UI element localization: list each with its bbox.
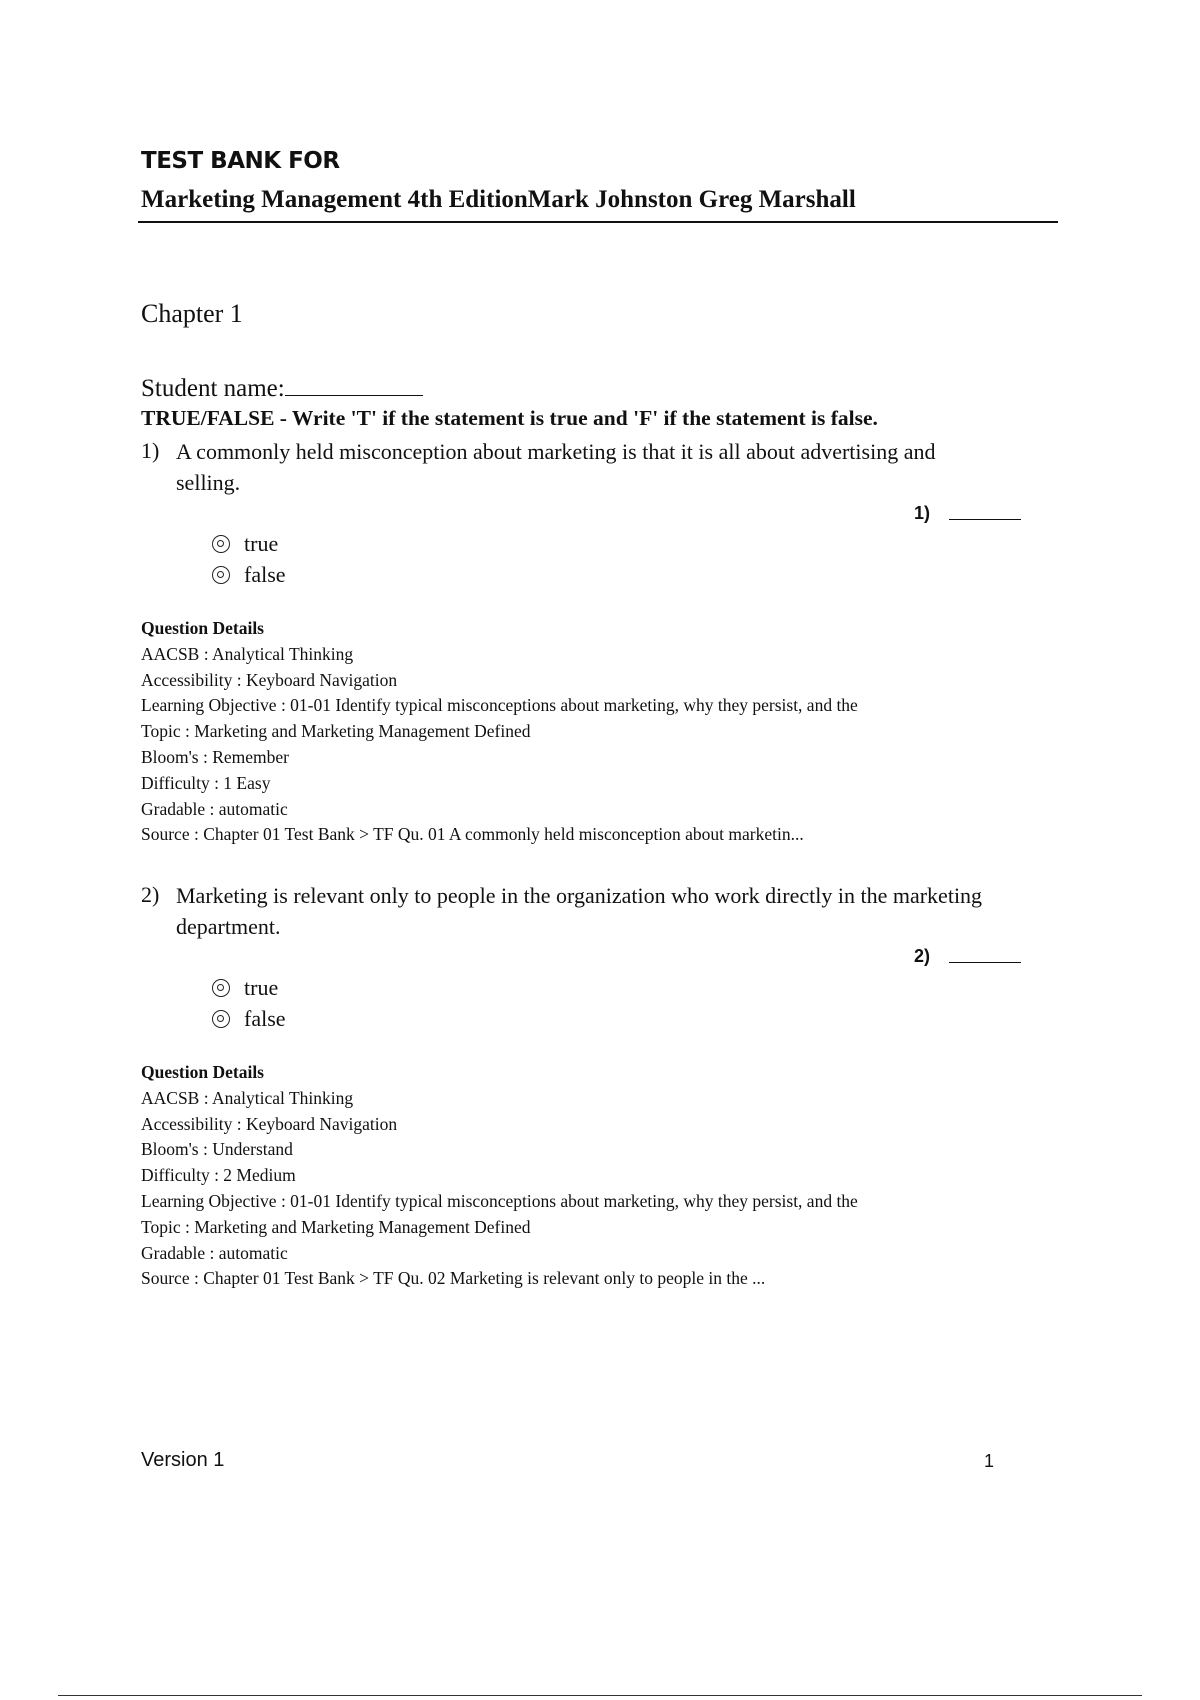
option-label: true <box>244 975 279 1000</box>
answer-blank[interactable] <box>949 962 1021 963</box>
answer-slot-label: 1) <box>914 503 931 523</box>
details-line: Difficulty : 1 Easy <box>141 772 271 793</box>
header-kicker: TEST BANK FOR <box>141 148 340 174</box>
question-number: 1) <box>141 438 160 463</box>
question-number: 2) <box>141 882 160 907</box>
question-text-line: department. <box>176 914 281 939</box>
details-line: Learning Objective : 01-01 Identify typical misconceptions about marketing, why they persist, and the <box>141 695 858 716</box>
page-bottom-divider <box>58 1695 1142 1696</box>
details-line: Learning Objective : 01-01 Identify typical misconceptions about marketing, why they persist, and the <box>141 1190 858 1211</box>
details-line: AACSB : Analytical Thinking <box>141 643 354 664</box>
question-details <box>141 1060 858 1292</box>
details-line: Accessibility : Keyboard Navigation <box>141 669 398 690</box>
chapter-heading: Chapter 1 <box>141 299 243 328</box>
details-line: Bloom's : Understand <box>141 1139 293 1160</box>
radio-icon[interactable] <box>212 979 230 997</box>
radio-icon[interactable] <box>212 535 230 553</box>
option-label: false <box>244 1006 286 1031</box>
question-text-line: selling. <box>176 470 241 495</box>
details-line: Gradable : automatic <box>141 1242 288 1263</box>
details-line: Topic : Marketing and Marketing Management Defined <box>141 1216 531 1237</box>
radio-icon[interactable] <box>212 1010 230 1028</box>
question-text <box>176 880 1056 942</box>
student-name-row <box>141 371 423 403</box>
question-details <box>141 616 858 848</box>
details-line: Source : Chapter 01 Test Bank > TF Qu. 02 Marketing is relevant only to people in the ... <box>141 1268 766 1289</box>
option-label: false <box>244 562 286 587</box>
option-true[interactable] <box>212 975 278 1001</box>
option-true[interactable] <box>212 531 278 557</box>
header-divider <box>138 221 1058 223</box>
student-name-label: Student name: <box>141 375 285 402</box>
details-line: Bloom's : Remember <box>141 746 289 767</box>
details-line: AACSB : Analytical Thinking <box>141 1087 354 1108</box>
question-text <box>176 436 1056 498</box>
answer-slot[interactable] <box>914 946 930 967</box>
page-number: 1 <box>984 1451 995 1471</box>
details-line: Topic : Marketing and Marketing Management Defined <box>141 721 531 742</box>
details-line: Difficulty : 2 Medium <box>141 1165 296 1186</box>
details-heading: Question Details <box>141 618 264 638</box>
document-title: Marketing Management 4th EditionMark Johnston Greg Marshall <box>141 186 856 213</box>
details-heading: Question Details <box>141 1062 264 1082</box>
instructions: TRUE/FALSE - Write 'T' if the statement is true and 'F' if the statement is false. <box>141 406 878 430</box>
question-text-line: A commonly held misconception about marketing is that it is all about advertising and <box>176 439 936 464</box>
details-line: Accessibility : Keyboard Navigation <box>141 1113 398 1134</box>
option-label: true <box>244 531 279 556</box>
student-name-blank[interactable] <box>285 371 423 396</box>
details-line: Source : Chapter 01 Test Bank > TF Qu. 01 A commonly held misconception about marketin... <box>141 824 804 845</box>
answer-blank[interactable] <box>949 519 1021 520</box>
question-text-line: Marketing is relevant only to people in the organization who work directly in the marketing <box>176 883 983 908</box>
option-false[interactable] <box>212 562 286 588</box>
details-line: Gradable : automatic <box>141 798 288 819</box>
answer-slot[interactable] <box>914 503 930 524</box>
option-false[interactable] <box>212 1006 286 1032</box>
answer-slot-label: 2) <box>914 946 931 966</box>
radio-icon[interactable] <box>212 566 230 584</box>
footer-version: Version 1 <box>141 1449 225 1471</box>
